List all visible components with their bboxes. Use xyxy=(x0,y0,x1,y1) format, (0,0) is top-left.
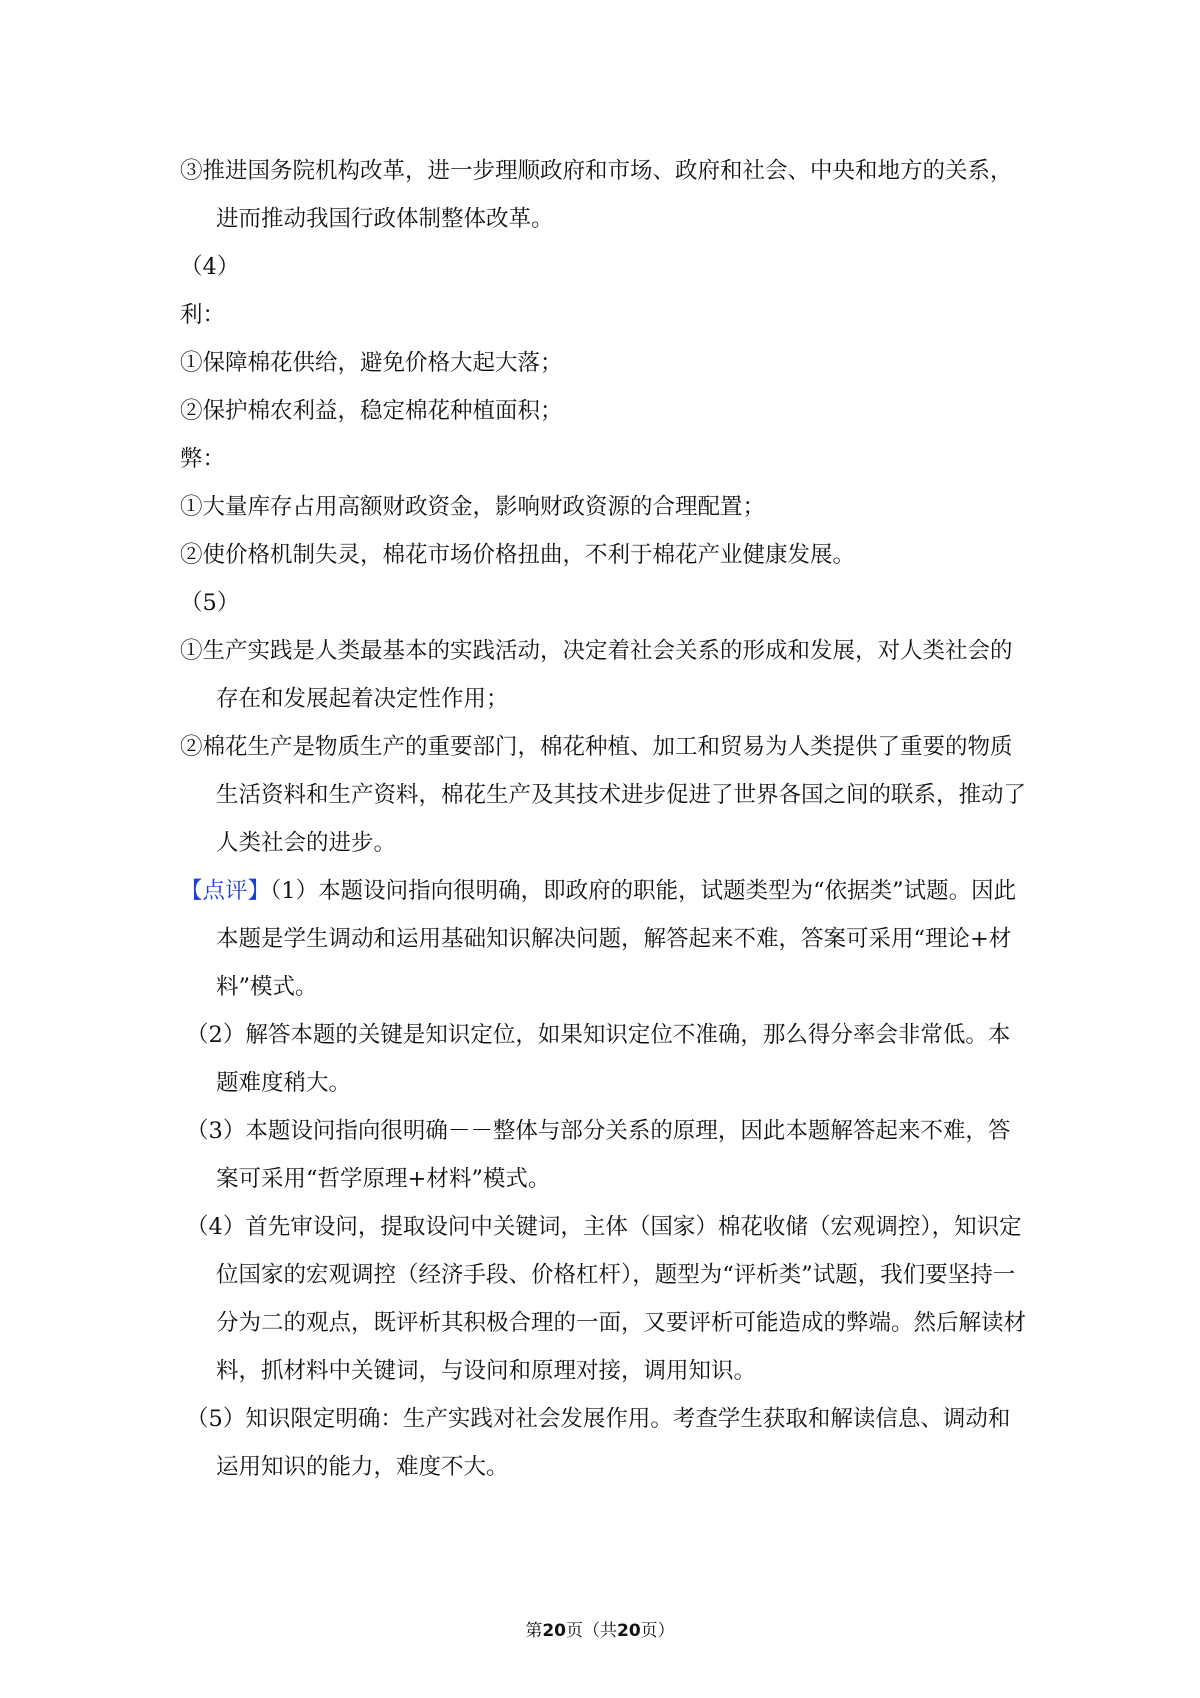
footer-suffix: 页） xyxy=(640,1621,675,1641)
footer-total-pages: 20 xyxy=(617,1621,641,1641)
footer-prefix: 第 xyxy=(525,1621,543,1641)
comment-text: （1）本题设问指向很明确，即政府的职能，试题类型为“依据类”试题。因此本题是学生调动和运用基础知识解决问题，解答起来不难，答案可采用“理论+材料”模式。 xyxy=(216,878,1017,1000)
answer-heading-cons: 弊： xyxy=(180,446,226,472)
footer-page-number: 20 xyxy=(542,1621,566,1641)
comment-paragraph: （5）知识限定明确：生产实践对社会发展作用。考查学生获取和解读信息、调动和运用知识的能力，难度不大。 xyxy=(186,1406,1011,1480)
comment-paragraph: （3）本题设问指向很明确－－整体与部分关系的原理，因此本题解答起来不难，答案可采用“哲学原理+材料”模式。 xyxy=(186,1118,1011,1192)
footer-middle: 页（共 xyxy=(566,1621,617,1641)
page-footer xyxy=(0,1616,1200,1641)
answer-paragraph: ③推进国务院机构改革，进一步理顺政府和市场、政府和社会、中央和地方的关系，进而推动我国行政体制整体改革。 xyxy=(180,158,1013,232)
answer-paragraph: ①保障棉花供给，避免价格大起大落； xyxy=(180,350,563,376)
answer-paragraph: ②棉花生产是物质生产的重要部门，棉花种植、加工和贸易为人类提供了重要的物质生活资料和生产资料，棉花生产及其技术进步促进了世界各国之间的联系，推动了人类社会的进步。 xyxy=(180,734,1027,856)
answer-heading-pros: 利： xyxy=(180,302,226,328)
page-content xyxy=(180,147,1030,1491)
comment-paragraph: （2）解答本题的关键是知识定位，如果知识定位不准确，那么得分率会非常低。本题难度稍大。 xyxy=(186,1022,1011,1096)
comment-paragraph: （4）首先审设问，提取设问中关键词，主体（国家）棉花收储（宏观调控），知识定位国家的宏观调控（经济手段、价格杠杆），题型为“评析类”试题，我们要坚持一分为二的观点，既评析其积极合理的一面，又要评析可能造成的弊端。然后解读材料，抓材料中关键词，与设问和原理对接，调用知识。 xyxy=(186,1214,1027,1384)
answer-paragraph: ①生产实践是人类最基本的实践活动，决定着社会关系的形成和发展，对人类社会的存在和发展起着决定性作用； xyxy=(180,638,1013,712)
answer-paragraph: ②保护棉农利益，稳定棉花种植面积； xyxy=(180,398,563,424)
answer-section-number: （4） xyxy=(180,254,240,280)
answer-section-number: （5） xyxy=(180,590,240,616)
comment-paragraph xyxy=(180,867,1030,1011)
comment-tag: 【点评】 xyxy=(180,878,271,904)
answer-paragraph: ①大量库存占用高额财政资金，影响财政资源的合理配置； xyxy=(180,494,766,520)
answer-paragraph: ②使价格机制失灵，棉花市场价格扭曲，不利于棉花产业健康发展。 xyxy=(180,542,856,568)
